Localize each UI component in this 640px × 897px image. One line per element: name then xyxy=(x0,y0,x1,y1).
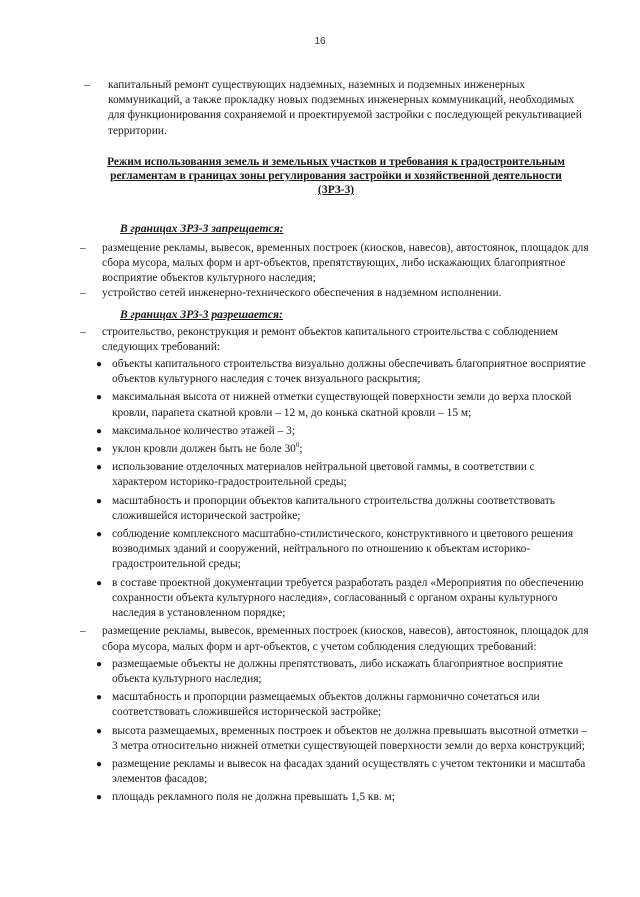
bullet-text: соблюдение комплексного масштабно-стилистического, конструктивного и цветового решения возводимых зданий и сооружений, нейтрального по отношению к объектам историко-градостроительной среды; xyxy=(112,528,574,571)
page-number: 16 xyxy=(314,36,326,47)
prohibited-heading: В границах ЗРЗ-3 запрещается: xyxy=(120,222,284,236)
list-item-text: строительство, реконструкция и ремонт объектов капитального строительства с соблюдением следующих требований: xyxy=(102,325,558,353)
list-item xyxy=(82,78,590,139)
bullet-item xyxy=(94,460,590,490)
bullet-text: в составе проектной документации требуется разработать раздел «Мероприятия по обеспечению сохранности объекта культурного наследия», согласованный с органом охраны культурного наследия в установленном порядке; xyxy=(112,576,584,620)
list-item-text: размещение рекламы, вывесок, временных построек (киосков, навесов), автостоянок, площадок для сбора мусора, малых форм и арт-объектов, препятствующих, либо искажающих благоприятное восприятие объектов культурного наследия; xyxy=(102,241,589,285)
permitted-heading: В границах ЗРЗ-3 разрешается: xyxy=(120,308,283,322)
bullet-item xyxy=(94,357,590,387)
bullet-marker: ● xyxy=(96,359,103,371)
bullet-item xyxy=(94,442,590,457)
bullet-text: размещение рекламы и вывесок на фасадах зданий осуществлять с учетом тектоники и масштаба элементов фасадов; xyxy=(112,757,586,786)
advertising-requirements-list xyxy=(82,657,590,806)
bullet-text: максимальное количество этажей – 3; xyxy=(112,424,295,437)
document-body xyxy=(82,78,590,809)
bullet-item xyxy=(94,657,590,687)
list-item-text: капитальный ремонт существующих надземных, наземных и подземных инженерных коммуникаций, а также прокладку новых подземных инженерных коммуникаций, необходимых для функционирования сохраняемой и проектируемой застройки с последующей рекультивацией территории. xyxy=(108,79,582,137)
bullet-item xyxy=(94,757,590,787)
dash-marker: – xyxy=(80,625,86,638)
bullet-item xyxy=(94,790,590,805)
bullet-item xyxy=(94,390,590,420)
list-item-text: устройство сетей инженерно-технического обеспечения в надземном исполнении. xyxy=(102,287,502,300)
bullet-text: уклон кровли должен быть не боле 30 xyxy=(112,443,296,456)
bullet-marker: ● xyxy=(96,725,103,737)
bullet-item xyxy=(94,527,590,573)
bullet-marker: ● xyxy=(96,758,103,770)
bullet-text: использование отделочных материалов нейтральной цветовой гаммы, в соответствии с характером историко-градостроительной среды; xyxy=(112,461,535,489)
bullet-item xyxy=(94,494,590,524)
bullet-marker: ● xyxy=(96,529,103,541)
bullet-text-end: ; xyxy=(299,443,303,456)
dash-marker: – xyxy=(80,325,86,338)
list-item-text: размещение рекламы, вывесок, временных построек (киосков, навесов), автостоянок, площадок для сбора мусора, малых форм и арт-объектов, с учетом соблюдения следующих требований: xyxy=(102,625,589,653)
bullet-marker: ● xyxy=(96,577,103,589)
bullet-text: размещаемые объекты не должны препятствовать, либо искажать благоприятное восприятие объекта культурного наследия; xyxy=(112,657,563,685)
bullet-text: высота размещаемых, временных построек и объектов не должна превышать высотной отметки – 3 метра относительно нижней отметки существующей поверхности земли до верха конструкций; xyxy=(112,724,587,752)
bullet-marker: ● xyxy=(96,425,103,437)
bullet-marker: ● xyxy=(96,392,103,404)
list-item xyxy=(82,624,590,654)
requirements-list xyxy=(82,357,590,621)
bullet-text: масштабность и пропорции размещаемых объектов должны гармонично сочетаться или соответствовать сложившейся исторической застройке; xyxy=(112,691,540,719)
section-title: Режим использования земель и земельных участков и требования к градостроительным регламентам в границах зоны регулирования застройки и хозяйственной деятельности (ЗРЗ-3) xyxy=(107,155,565,197)
degree-superscript: 0 xyxy=(295,441,300,450)
dash-marker: – xyxy=(80,241,86,254)
bullet-text: площадь рекламного поля не должна превышать 1,5 кв. м; xyxy=(112,791,395,804)
bullet-marker: ● xyxy=(96,792,103,804)
bullet-marker: ● xyxy=(96,462,103,474)
bullet-marker: ● xyxy=(96,658,103,670)
dash-marker: – xyxy=(80,287,86,300)
bullet-text: объекты капитального строительства визуально должны обеспечивать благоприятное восприятие объектов культурного наследия с точек визуального раскрытия; xyxy=(112,358,586,386)
bullet-item xyxy=(94,724,590,754)
bullet-item xyxy=(94,690,590,720)
bullet-item xyxy=(94,424,590,439)
dash-marker: – xyxy=(84,79,90,91)
list-item xyxy=(82,286,590,301)
list-item xyxy=(82,325,590,355)
bullet-marker: ● xyxy=(96,444,103,456)
bullet-item xyxy=(94,576,590,622)
bullet-marker: ● xyxy=(96,495,103,507)
bullet-text: максимальная высота от нижней отметки существующей поверхности земли до верха плоской кровли, парапета скатной кровли – 12 м, до конька скатной кровли – 15 м; xyxy=(112,391,572,419)
list-item xyxy=(82,241,590,287)
bullet-text: масштабность и пропорции объектов капитального строительства должны соответствовать сложившейся исторической застройке; xyxy=(112,494,555,522)
bullet-marker: ● xyxy=(96,692,103,704)
